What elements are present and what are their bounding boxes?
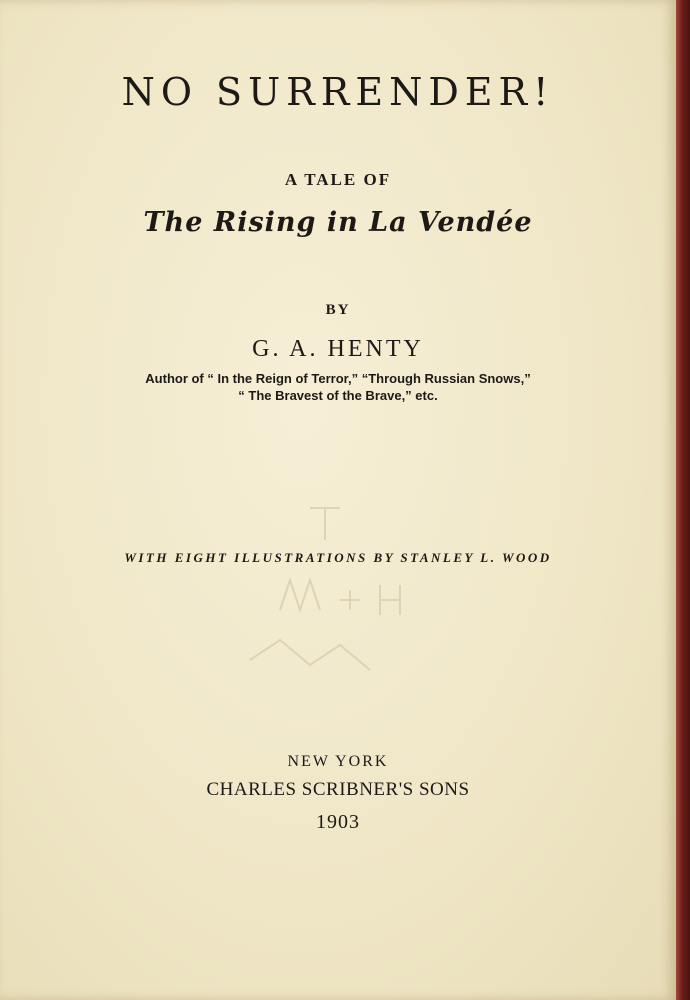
credits-line-2: “ The Bravest of the Brave,” etc. [238,388,438,403]
by-line: BY [325,302,351,318]
faint-pencil-marks [220,500,460,680]
credits-line-1: Author of “ In the Reign of Terror,” “Through Russian Snows,” [145,371,531,386]
tale-line: A TALE OF [284,170,392,189]
book-title: NO SURRENDER! [121,70,555,114]
imprint-publisher: CHARLES SCRIBNER'S SONS [206,779,470,800]
author-credits [0,370,676,404]
illustrations-credit: WITH EIGHT ILLUSTRATIONS BY STANLEY L. WOOD [124,550,552,565]
imprint-year: 1903 [316,811,360,833]
author-name: G. A. HENTY [252,336,424,362]
binding-edge [676,0,690,1000]
book-subtitle: The Rising in La Vendée [143,207,533,238]
imprint-city: NEW YORK [287,753,389,770]
